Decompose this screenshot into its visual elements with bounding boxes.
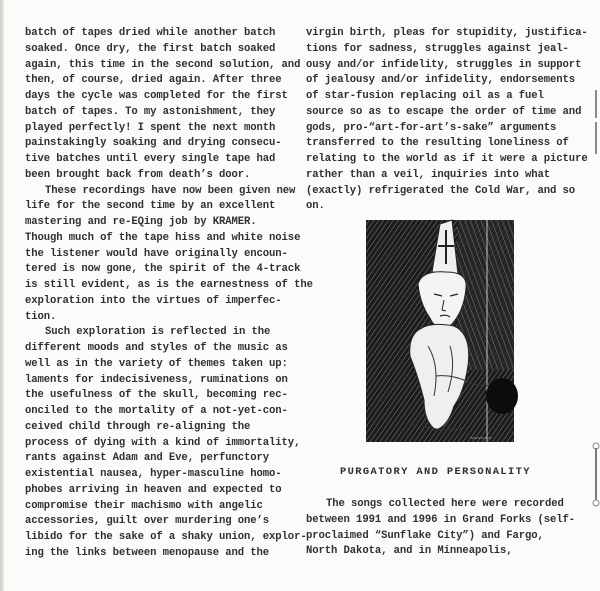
text-line: of star-fusion replacing oil as a fuel [306, 90, 544, 102]
text-line: between 1991 and 1996 in Grand Forks (self- [306, 513, 576, 526]
text-line: source so as to escape the order of time and [306, 105, 582, 118]
text-line: batch of tapes. To my astonishment, they [25, 105, 276, 118]
text-line: tive batches until every single tape had [25, 153, 276, 165]
left-column [25, 26, 313, 562]
text-line: onciled to the mortality of a not-yet-con- [25, 405, 288, 417]
text-line: different moods and styles of the music as [25, 342, 288, 354]
text-line: gods, pro-“art-for-art’s-sake” arguments [306, 121, 557, 134]
text-line: batch of tapes dried while another batch [25, 27, 276, 39]
text-line: on. [306, 200, 325, 213]
text-line: proclaimed “Sunflake City”) and Fargo, [306, 529, 544, 542]
text-line: soaked. Once dry, the first batch soaked [25, 42, 276, 55]
text-line: then, of course, dried again. After three [25, 74, 282, 87]
text-line: transferred to the resulting loneliness of [306, 137, 569, 150]
text-line: North Dakota, and in Minneapolis, [306, 545, 513, 558]
section-heading: PURGATORY AND PERSONALITY [340, 466, 531, 478]
text-line: compromise their machismo with angelic [25, 499, 263, 512]
text-line: exploration into the virtues of imperfec- [25, 294, 282, 307]
text-line: relating to the world as if it were a picture [306, 153, 588, 165]
text-line: painstakingly soaking and drying consecu- [25, 137, 282, 150]
text-line: life for the second time by an excellent [25, 200, 276, 213]
section-paragraph [306, 497, 576, 560]
text-line: rather than a veil, inquiries into what [306, 168, 551, 181]
text-line: libido for the sake of a shaky union, explor- [25, 531, 307, 543]
text-line: the usefulness of the skull, becoming rec- [25, 389, 288, 402]
text-line: laments for indecisiveness, ruminations on [25, 373, 288, 386]
text-line: rants against Adam and Eve, perfunctory [25, 452, 270, 465]
text-line: (exactly) refrigerated the Cold War, and so [306, 184, 576, 197]
text-line: ing the links between menopause and the [25, 546, 270, 559]
text-line: tions for sadness, struggles against jeal- [306, 42, 569, 55]
text-line: played perfectly! I spent the next month [25, 121, 276, 134]
text-line: been brought back from death’s door. [25, 168, 251, 181]
text-line: The songs collected here were recorded [326, 498, 564, 510]
text-line: mastering and re-EQing job by KRAMER. [25, 216, 257, 228]
text-line: phobes arriving in heaven and expected to [25, 483, 282, 496]
binding-clip-bottom [590, 440, 600, 510]
text-line: days the cycle was completed for the first [25, 90, 288, 102]
scan-edge [0, 0, 4, 591]
text-line: existential nausea, hyper-masculine homo- [25, 468, 282, 480]
text-line: ousy and/or infidelity, struggles in support [306, 58, 582, 71]
text-line: tered is now gone, the spirit of the 4-track [25, 263, 301, 276]
text-line: These recordings have now been given new [45, 184, 296, 197]
text-line: is still evident, as is the earnestness of the [25, 279, 313, 291]
text-line: again, this time in the second solution, and [25, 58, 301, 71]
text-line: tion. [25, 310, 57, 323]
text-line: process of dying with a kind of immortality, [25, 436, 301, 449]
svg-text:~~~~~~: ~~~~~~ [470, 435, 492, 442]
text-line: of jealousy and/or infidelity, endorsements [306, 74, 576, 87]
binding-clip-top [590, 88, 600, 158]
text-line: virgin birth, pleas for stupidity, justifica- [306, 27, 588, 39]
text-line: Such exploration is reflected in the [45, 326, 271, 339]
text-line: accessories, guilt over murdering one’s [25, 515, 270, 528]
right-column [306, 26, 588, 215]
text-line: well as in the variety of themes taken up: [25, 357, 288, 370]
illustration-mitred-figure [362, 216, 522, 446]
text-line: the listener would have originally encoun- [25, 247, 288, 260]
text-line: Though much of the tape hiss and white noise [25, 231, 301, 244]
text-line: ceived child through re-aligning the [25, 420, 251, 433]
